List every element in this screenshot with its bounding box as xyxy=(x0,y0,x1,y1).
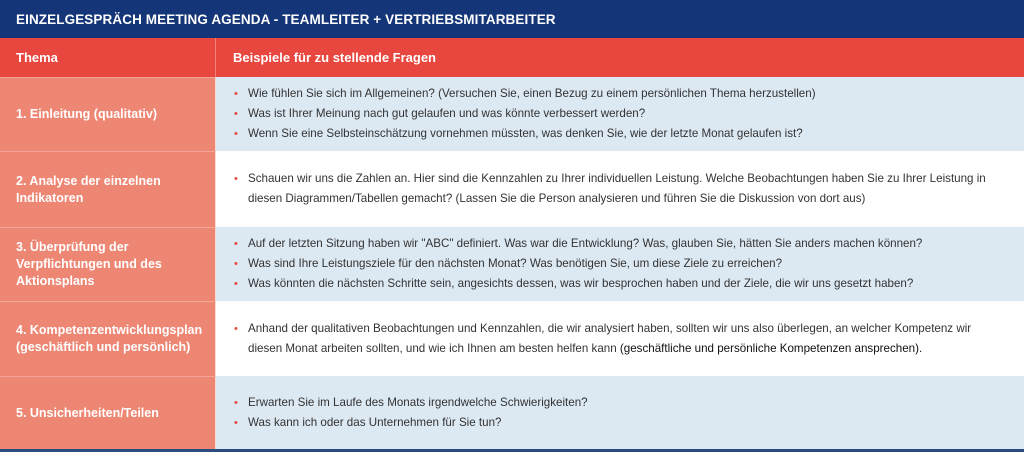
topic-cell: 2. Analyse der einzelnen Indikatoren xyxy=(0,151,216,227)
emphasis-text: (geschäftliche und persönliche Kompetenzen ansprechen). xyxy=(619,341,923,355)
question-text: Was kann ich oder das Unternehmen für Sie tun? xyxy=(248,415,502,429)
list-item xyxy=(234,393,588,413)
question-text: Wie fühlen Sie sich im Allgemeinen? (Versuchen Sie, einen Bezug zu einem persönlichen Thema herzustellen) xyxy=(248,87,816,100)
table-row xyxy=(0,227,1024,301)
list-item xyxy=(234,319,1004,359)
questions-cell xyxy=(216,227,1024,301)
question-list xyxy=(234,169,1004,209)
list-item xyxy=(234,104,816,124)
bullet-icon: • xyxy=(234,416,238,429)
table-row xyxy=(0,376,1024,449)
bullet-icon: • xyxy=(234,278,238,290)
list-item xyxy=(234,84,816,104)
topic-cell: 5. Unsicherheiten/Teilen xyxy=(0,376,216,449)
table-row xyxy=(0,77,1024,151)
list-item xyxy=(234,234,922,254)
column-header-topic: Thema xyxy=(0,38,216,77)
question-list xyxy=(234,234,922,294)
bullet-icon: • xyxy=(234,396,238,409)
question-list xyxy=(234,319,1004,359)
question-text: Wenn Sie eine Selbsteinschätzung vornehmen müssten, was denken Sie, wie der letzte Monat gelaufen ist? xyxy=(248,127,803,140)
question-text: Was ist Ihrer Meinung nach gut gelaufen und was könnte verbessert werden? xyxy=(248,107,646,120)
bullet-icon: • xyxy=(234,238,238,250)
question-text: Erwarten Sie im Laufe des Monats irgendwelche Schwierigkeiten? xyxy=(248,395,588,409)
column-header-row xyxy=(0,38,1024,77)
questions-cell xyxy=(216,151,1024,227)
topic-cell: 1. Einleitung (qualitativ) xyxy=(0,77,216,151)
question-text: Schauen wir uns die Zahlen an. Hier sind die Kennzahlen zu Ihrer individuellen Leistung. Welche Beobachtungen haben Sie zu Ihrer Leistung in diesen Diagrammen/Tabellen gemacht? (Lassen Sie die Person analysieren und führen Sie die Diskussion von dort aus) xyxy=(248,172,986,205)
topic-cell: 3. Überprüfung der Verpflichtungen und des Aktionsplans xyxy=(0,227,216,301)
topic-cell: 4. Kompetenzentwicklungsplan (geschäftlich und persönlich) xyxy=(0,301,216,376)
question-text: Anhand der qualitativen Beobachtungen und Kennzahlen, die wir analysiert haben, sollten wir uns also überlegen, an welcher Kompetenz wir diesen Monat arbeiten sollten, und wie ich Ihnen am besten helfen kann xyxy=(248,321,972,355)
question-list xyxy=(234,393,588,433)
list-item xyxy=(234,413,588,433)
table-row xyxy=(0,151,1024,227)
questions-cell xyxy=(216,301,1024,376)
table-row xyxy=(0,301,1024,376)
list-item xyxy=(234,169,1004,209)
bullet-icon: • xyxy=(234,108,238,120)
questions-cell xyxy=(216,77,1024,151)
question-text: Was könnten die nächsten Schritte sein, angesichts dessen, was wir besprochen haben und der Ziele, die wir uns gesetzt haben? xyxy=(248,277,914,290)
bullet-icon: • xyxy=(234,322,238,335)
list-item xyxy=(234,274,922,294)
column-header-questions: Beispiele für zu stellende Fragen xyxy=(233,50,436,65)
page-title: EINZELGESPRÄCH MEETING AGENDA - TEAMLEITER + VERTRIEBSMITARBEITER xyxy=(0,0,1024,38)
list-item xyxy=(234,254,922,274)
question-list xyxy=(234,84,816,144)
list-item xyxy=(234,124,816,144)
bullet-icon: • xyxy=(234,173,238,185)
bullet-icon: • xyxy=(234,128,238,140)
bullet-icon: • xyxy=(234,88,238,100)
question-text: Was sind Ihre Leistungsziele für den nächsten Monat? Was benötigen Sie, um diese Ziele zu erreichen? xyxy=(248,257,783,270)
question-text: Auf der letzten Sitzung haben wir "ABC" definiert. Was war die Entwicklung? Was, glauben Sie, hätten Sie anders machen können? xyxy=(248,237,923,250)
bullet-icon: • xyxy=(234,258,238,270)
questions-cell xyxy=(216,376,1024,449)
